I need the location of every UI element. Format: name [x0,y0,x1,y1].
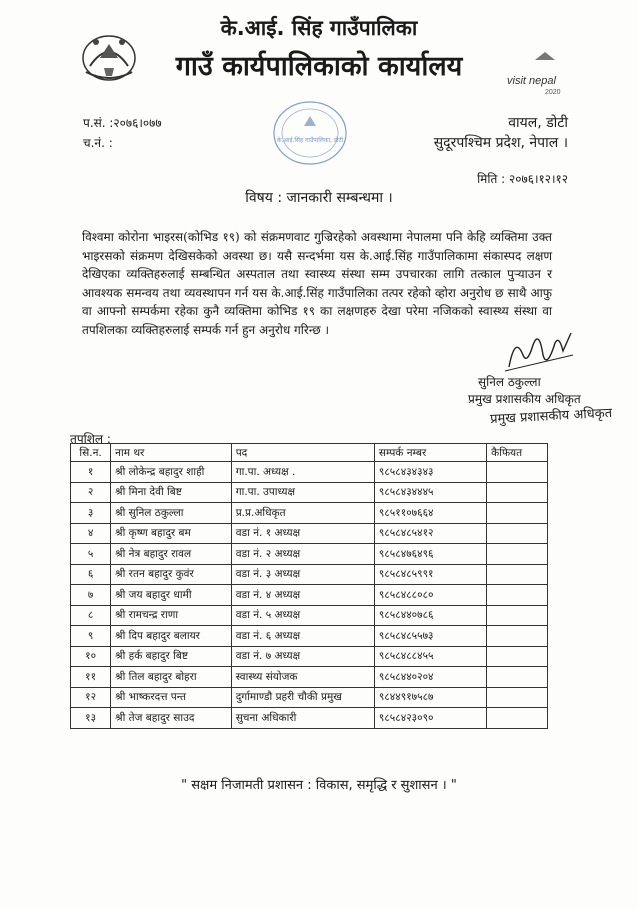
letter-body: विश्वमा कोरोना भाइरस(कोभिड १९) को संक्रमणवाट गुज्रिरहेको अवस्थामा नेपालमा पनि केहि व्यक्तिमा उक्त भाइरसको संक्रमण देखिसकेको अवस्था छ। यसै सन्दर्भमा यस के.आई.सिंह गाउँपालिकामा संकास्पद लक्षण देखिएका व्यक्तिहरुलाई सम्बन्धित अस्पताल तथा स्वास्थ्य संस्था सम्म उपचारका लागि तत्काल पुर्‍याउन र आवश्यक समन्वय तथा व्यवस्थापन गर्न यस के.आई.सिंह गाउँपालिका तत्पर रहेको व्होरा अनुरोध छ साथै आफु वा आफ्नो सम्पर्कमा रहेका कुनै व्यक्तिमा कोभिड १९ का लक्षणहरु देखा परेमा नजिकको स्वास्थ्य संस्था वा तपशिलका व्यक्तिहरुलाई सम्पर्क गर्न हुन अनुरोध गरिन्छ । [82,230,552,337]
cell-remarks [487,503,548,524]
cell-position: दुर्गामाण्डौ प्रहरी चौकी प्रमुख [231,687,374,708]
header-remarks: कैफियत [487,444,548,462]
table-label: तपशिल : [70,432,111,446]
footer-motto: " सक्षम निजामती प्रशासन : विकास, समृद्धि र सुशासन । " [181,778,457,793]
cell-remarks [487,585,548,606]
cell-contact: ९८५८४८५९९१ [374,564,486,585]
cell-remarks [487,626,548,647]
table-row [71,605,548,626]
dispatch-number: च.नं. : [83,136,113,150]
cell-sn: ७ [71,585,111,606]
cell-sn: ३ [71,503,111,524]
cell-sn: १३ [71,708,111,729]
visit-nepal-text: visit nepal [507,75,556,87]
cell-name: श्री रामचन्द्र राणा [111,605,232,626]
municipality-name: के.आई. सिंह गाउँपालिका [220,16,418,40]
cell-name: श्री तिल बहादुर बोहरा [111,667,232,688]
table-row [71,646,548,667]
cell-contact: ९८५८४८५५७३ [374,626,486,647]
cell-name: श्री मिना देवी बिष्ट [111,482,232,503]
cell-contact: ९८५८४८८०८० [374,585,486,606]
table-row [71,564,548,585]
cell-name: श्री जय बहादुर धामी [111,585,232,606]
cell-contact: ९८५८४८८४५५ [374,646,486,667]
cell-position: वडा नं. ४ अध्यक्ष [231,585,374,606]
cell-sn: २ [71,482,111,503]
table-row [71,503,548,524]
cell-position: वडा नं. १ अध्यक्ष [231,523,374,544]
cell-position: स्वास्थ्य संयोजक [231,667,374,688]
table-row [71,462,548,483]
cell-name: श्री दिप बहादुर बलायर [111,626,232,647]
cell-contact: ९८५८४२३०९० [374,708,486,729]
letter-subject: विषय : जानकारी सम्बन्धमा । [245,190,393,206]
cell-remarks [487,687,548,708]
cell-position: वडा नं. ७ अध्यक्ष [231,646,374,667]
cell-contact: ९८५८४४०२०४ [374,667,486,688]
office-stamp-icon [270,98,350,168]
cell-sn: ५ [71,544,111,565]
signatory-stamp: प्रमुख प्रशासकीय अधिकृत [489,405,613,428]
cell-position: गा.पा. अध्यक्ष . [231,462,374,483]
cell-remarks [487,482,548,503]
cell-contact: ९८५११०७६६४ [374,503,486,524]
cell-name: श्री तेज बहादुर साउद [111,708,232,729]
letter-date: मिति : २०७६।१२।१२ [477,172,568,186]
table-row [71,687,548,708]
visit-nepal-logo [505,50,585,100]
address-line2: सुदूरपश्चिम प्रदेश, नेपाल । [433,135,568,151]
table-row [71,544,548,565]
cell-sn: १० [71,646,111,667]
cell-remarks [487,646,548,667]
cell-name: श्री हर्क बहादुर बिष्ट [111,646,232,667]
cell-contact: ९८४४९१७५८७ [374,687,486,708]
header-sn: सि.न. [71,444,111,462]
cell-name: श्री लोकेन्द्र बहादुर शाही [111,462,232,483]
signatory-name: सुनिल ठकुल्ला [478,375,541,389]
cell-name: श्री सुनिल ठकुल्ला [111,503,232,524]
cell-remarks [487,605,548,626]
cell-position: वडा नं. ३ अध्यक्ष [231,564,374,585]
cell-position: सुचना अधिकारी [231,708,374,729]
cell-contact: ९८५८४४०७८६ [374,605,486,626]
cell-remarks [487,523,548,544]
reference-number: प.सं. :२०७६।०७७ [83,116,162,130]
header-position: पद [231,444,374,462]
cell-contact: ९८५८४३४३४३ [374,462,486,483]
cell-name: श्री कृष्ण बहादुर बम [111,523,232,544]
visit-nepal-year: 2020 [545,89,561,96]
cell-contact: ९८५८४७६४९६ [374,544,486,565]
cell-name: श्री नेत्र बहादुर रावल [111,544,232,565]
cell-contact: ९८५८४८५४१२ [374,523,486,544]
header-contact: सम्पर्क नम्बर [374,444,486,462]
cell-sn: १ [71,462,111,483]
table-row [71,626,548,647]
address-line1: वायल, डोटी [508,115,568,131]
cell-contact: ९८५८४३४४४५ [374,482,486,503]
cell-remarks [487,564,548,585]
cell-remarks [487,667,548,688]
cell-position: वडा नं. ५ अध्यक्ष [231,605,374,626]
cell-sn: ९ [71,626,111,647]
table-header-row [71,444,548,462]
table-row [71,482,548,503]
cell-name: श्री रतन बहादुर कुवंर [111,564,232,585]
cell-name: श्री भाष्करदत्त पन्त [111,687,232,708]
cell-sn: १२ [71,687,111,708]
visit-nepal-icon [505,50,585,100]
cell-position: वडा नं. ६ अध्यक्ष [231,626,374,647]
cell-remarks [487,462,548,483]
cell-sn: ११ [71,667,111,688]
cell-position: प्र.प्र.अधिकृत [231,503,374,524]
office-name: गाउँ कार्यपालिकाको कार्यालय [175,51,463,82]
contact-table [70,443,548,729]
signature-icon [505,325,575,375]
table-row [71,708,548,729]
cell-position: गा.पा. उपाध्यक्ष [231,482,374,503]
table-row [71,523,548,544]
stamp-text: के.आई.सिंह गाउँपालिका, डोटी [276,137,344,144]
cell-remarks [487,544,548,565]
header-name: नाम थर [111,444,232,462]
table-row [71,585,548,606]
cell-sn: ८ [71,605,111,626]
cell-sn: ४ [71,523,111,544]
signatory-title: प्रमुख प्रशासकीय अधिकृत [468,392,581,406]
cell-remarks [487,708,548,729]
cell-sn: ६ [71,564,111,585]
table-row [71,667,548,688]
cell-position: वडा नं. २ अध्यक्ष [231,544,374,565]
